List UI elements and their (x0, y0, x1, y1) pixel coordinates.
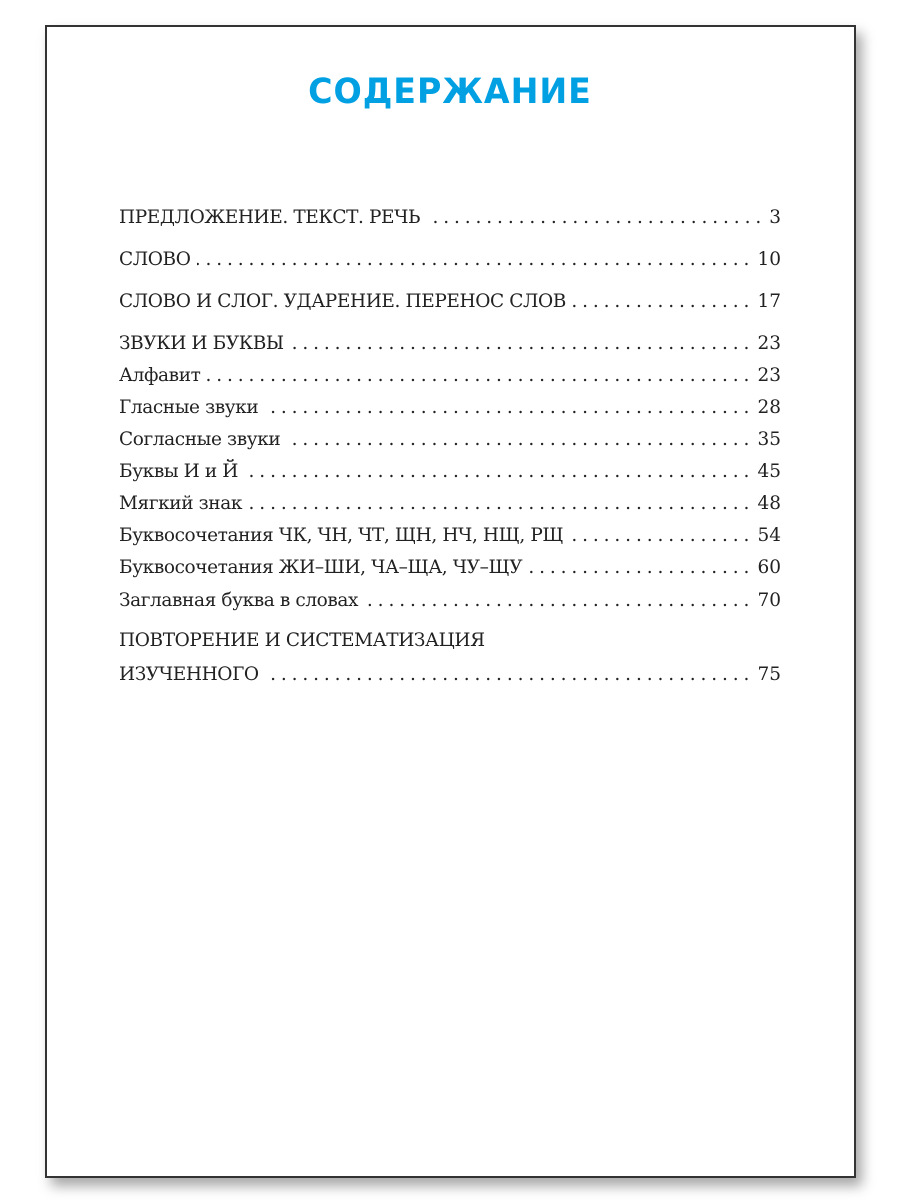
toc-entry-label: Гласные звуки (119, 397, 259, 418)
dot-leader (426, 206, 761, 230)
dot-leader (248, 492, 749, 516)
toc-page-number: 10 (757, 249, 781, 270)
dot-leader (528, 556, 749, 580)
toc-entry[interactable] (119, 428, 781, 452)
toc-entry-label: ЗВУКИ И БУКВЫ (119, 333, 284, 354)
toc-entry[interactable] (119, 492, 781, 516)
toc-page-number: 60 (757, 557, 781, 578)
toc-entry[interactable] (119, 663, 781, 687)
toc-entry-label: Заглавная буква в словах (119, 590, 359, 611)
dot-leader (290, 332, 750, 356)
toc-entry-label: Алфавит (119, 365, 201, 386)
toc-entry[interactable] (119, 364, 781, 388)
toc-entry-label: ИЗУЧЕННОГО (119, 664, 259, 685)
toc-page-number: 54 (757, 525, 781, 546)
dot-leader (364, 589, 749, 613)
toc-entry[interactable] (119, 589, 781, 613)
dot-leader (244, 460, 749, 484)
toc-entry[interactable] (119, 332, 781, 356)
toc-entry-label-line1: ПОВТОРЕНИЕ И СИСТЕМАТИЗАЦИЯ (119, 630, 485, 651)
toc-page-number: 23 (757, 333, 781, 354)
toc-page-number: 48 (757, 493, 781, 514)
toc-page-number: 23 (757, 365, 781, 386)
toc-entry-label: Буквы И и Й (119, 461, 239, 482)
toc-page-number: 70 (757, 590, 781, 611)
toc-entry-label: СЛОВО (119, 249, 191, 270)
toc-page-number: 3 (769, 207, 781, 228)
toc-page-number: 45 (757, 461, 781, 482)
toc-entry[interactable] (119, 248, 781, 272)
toc-entry[interactable] (119, 460, 781, 484)
toc-page-number: 17 (757, 291, 781, 312)
toc-entry[interactable] (119, 290, 781, 314)
page-title: СОДЕРЖАНИЕ (308, 72, 592, 112)
toc-entry-label: Буквосочетания ЖИ–ШИ, ЧА–ЩА, ЧУ–ЩУ (119, 557, 523, 578)
toc-page-number: 75 (757, 664, 781, 685)
dot-leader (572, 290, 749, 314)
dot-leader (286, 428, 749, 452)
dot-leader (569, 524, 749, 548)
dot-leader (197, 248, 750, 272)
toc-entry[interactable] (119, 524, 781, 548)
dot-leader (264, 396, 749, 420)
toc-page-number: 28 (757, 397, 781, 418)
toc-entry[interactable] (119, 396, 781, 420)
toc-entry-label: Буквосочетания ЧК, ЧН, ЧТ, ЩН, НЧ, НЩ, РЩ (119, 525, 564, 546)
toc-page-number: 35 (757, 429, 781, 450)
toc-entry[interactable] (119, 206, 781, 230)
toc-entry-label: ПРЕДЛОЖЕНИЕ. ТЕКСТ. РЕЧЬ (119, 207, 421, 228)
toc-entry-label: Согласные звуки (119, 429, 281, 450)
toc-entry[interactable] (119, 556, 781, 580)
dot-leader (265, 663, 750, 687)
dot-leader (206, 364, 749, 388)
toc-entry-label: СЛОВО И СЛОГ. УДАРЕНИЕ. ПЕРЕНОС СЛОВ (119, 291, 566, 312)
toc-entry-label: Мягкий знак (119, 493, 243, 514)
